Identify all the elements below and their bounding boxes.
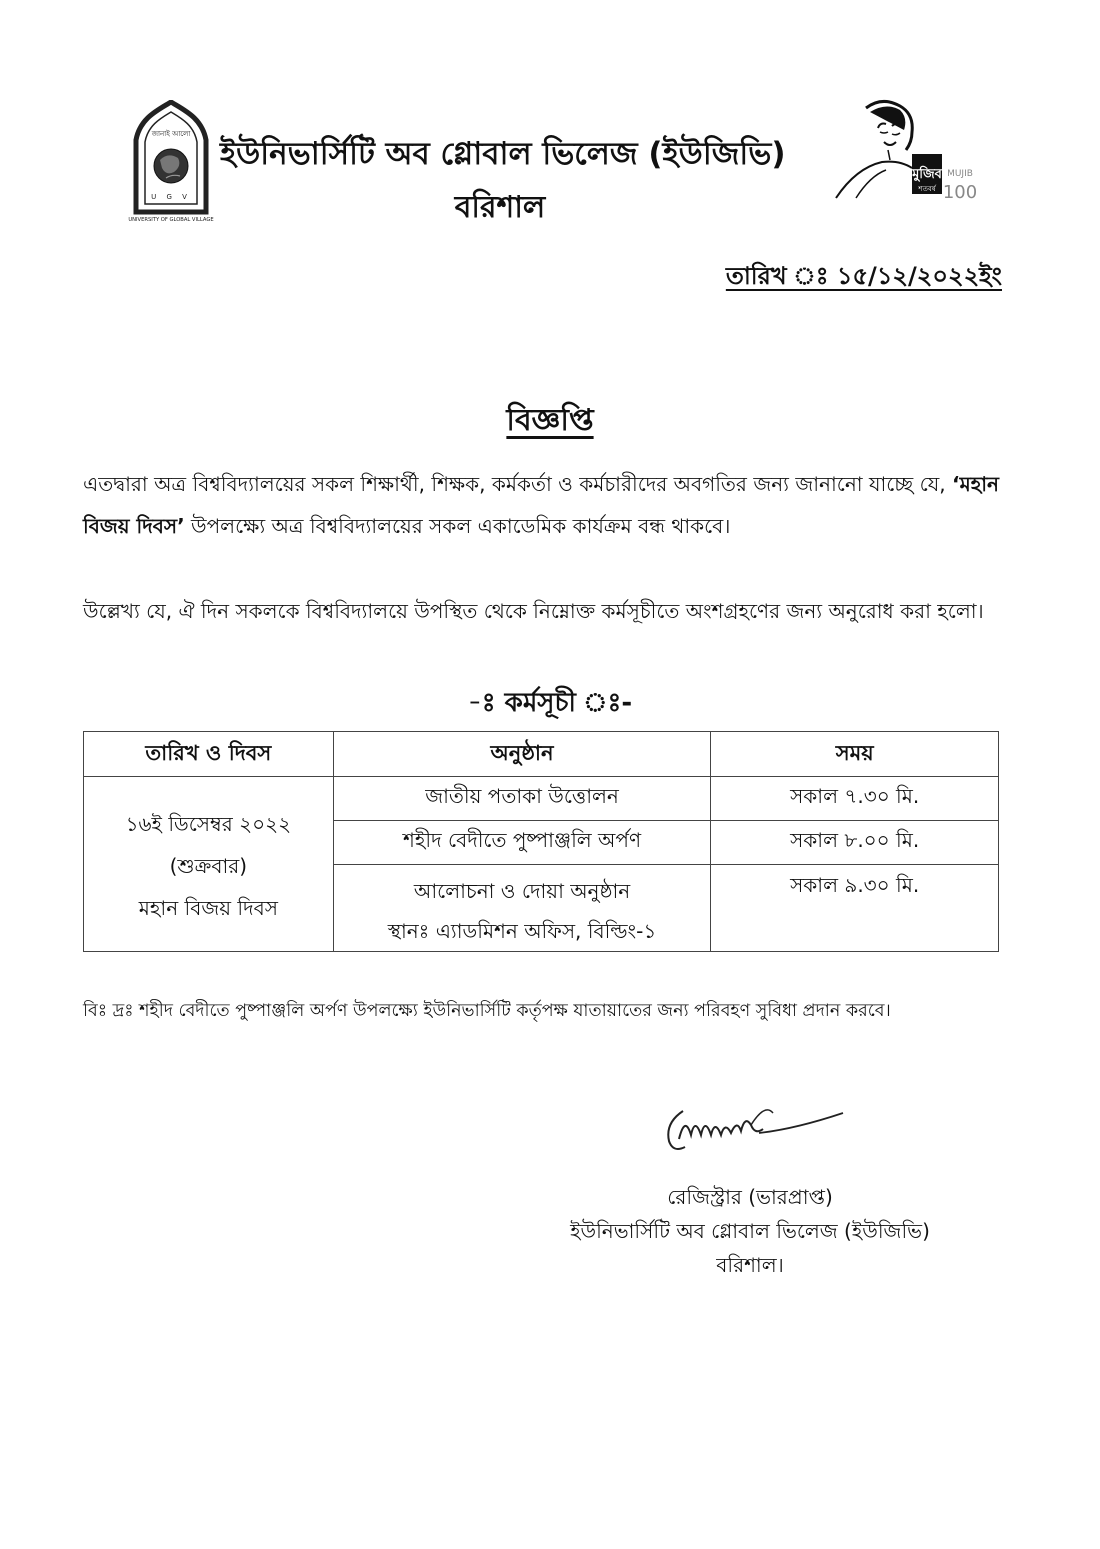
mujib-number: 100 (942, 182, 978, 203)
column-header-date: তারিখ ও দিবস (84, 732, 334, 777)
signatory-org: ইউনিভার্সিটি অব গ্লোবাল ভিলেজ (ইউজিভি) (570, 1219, 930, 1243)
notice-heading (0, 396, 1100, 447)
mujib-bn-text: মুজিব (912, 167, 942, 182)
column-header-event: অনুষ্ঠান (333, 732, 711, 777)
time-cell: সকাল ৯.৩০ মি. (711, 865, 999, 952)
event-title: আলোচনা ও দোয়া অনুষ্ঠান (413, 879, 631, 903)
mujib-bn-small-text: শতবর্ষ (918, 185, 936, 193)
signatory-title: রেজিস্ট্রার (ভারপ্রাপ্ত) (667, 1185, 833, 1209)
table-header-row (84, 732, 999, 777)
logo-letters: U G V (151, 193, 191, 201)
notice-date: তারিখ ঃ ১৫/১২/২০২২ইং (725, 262, 1002, 290)
column-header-time: সময় (711, 732, 999, 777)
time-cell: সকাল ৭.৩০ মি. (711, 777, 999, 821)
date-line-1: ১৬ই ডিসেম্বর ২০২২ (125, 812, 292, 836)
signatory-city: বরিশাল। (716, 1253, 784, 1277)
university-emblem-icon (128, 100, 214, 224)
university-city: বরিশাল (454, 190, 546, 225)
date-line-3: মহান বিজয় দিবস (138, 896, 278, 920)
time-cell: সকাল ৮.০০ মি. (711, 821, 999, 865)
para1-bold: ‘মহান বিজয় দিবস’ (83, 472, 999, 538)
body-paragraph-2: উল্লেখ্য যে, ঐ দিন সকলকে বিশ্ববিদ্যালয়ে উপস্থিত থেকে নিম্নোক্ত কর্মসূচীতে অংশগ্রহণের জন্য অনুরোধ করা হলো। (83, 599, 984, 623)
signatory-block (540, 1180, 960, 1282)
mujib-en-text: MUJIB (947, 169, 973, 179)
date-line-2: (শুক্রবার) (169, 854, 248, 878)
para1-end: উপলক্ষ্যে অত্র বিশ্ববিদ্যালয়ের সকল একাডেমিক কার্যক্রম বন্ধ থাকবে। (184, 514, 731, 538)
footnote: বিঃ দ্রঃ শহীদ বেদীতে পুষ্পাঞ্জলি অর্পণ উপলক্ষ্যে ইউনিভার্সিটি কর্তৃপক্ষ যাতায়াতের জন্য পরিবহণ সুবিধা প্রদান করবে। (83, 1001, 891, 1021)
signature-icon (655, 1095, 855, 1165)
university-name: ইউনিভার্সিটি অব গ্লোবাল ভিলেজ (ইউজিভি) (220, 136, 786, 172)
body-paragraph-1 (83, 463, 999, 547)
para1-start: এতদ্বারা অত্র বিশ্ববিদ্যালয়ের সকল শিক্ষার্থী, শিক্ষক, কর্মকর্তা ও কর্মচারীদের অবগতির জন্য জানানো যাচ্ছে যে, (83, 472, 953, 496)
schedule-heading: -ঃ কর্মসূচী ঃ- (467, 688, 633, 718)
event-cell: জাতীয় পতাকা উত্তোলন (333, 777, 711, 821)
logo-caption: UNIVERSITY OF GLOBAL VILLAGE (128, 217, 214, 223)
event-cell: শহীদ বেদীতে পুষ্পাঞ্জলি অর্পণ (333, 821, 711, 865)
event-cell (333, 865, 711, 952)
event-venue: স্থানঃ এ্যাডমিশন অফিস, বিল্ডিং-১ (387, 919, 657, 943)
logo-motto: জানাই আলো (151, 130, 191, 138)
mujib-100-emblem-icon (826, 98, 978, 208)
date-cell (84, 777, 334, 952)
notice-heading-text: বিজ্ঞপ্তি (506, 403, 594, 438)
table-row (84, 777, 999, 821)
schedule-table (83, 731, 999, 952)
